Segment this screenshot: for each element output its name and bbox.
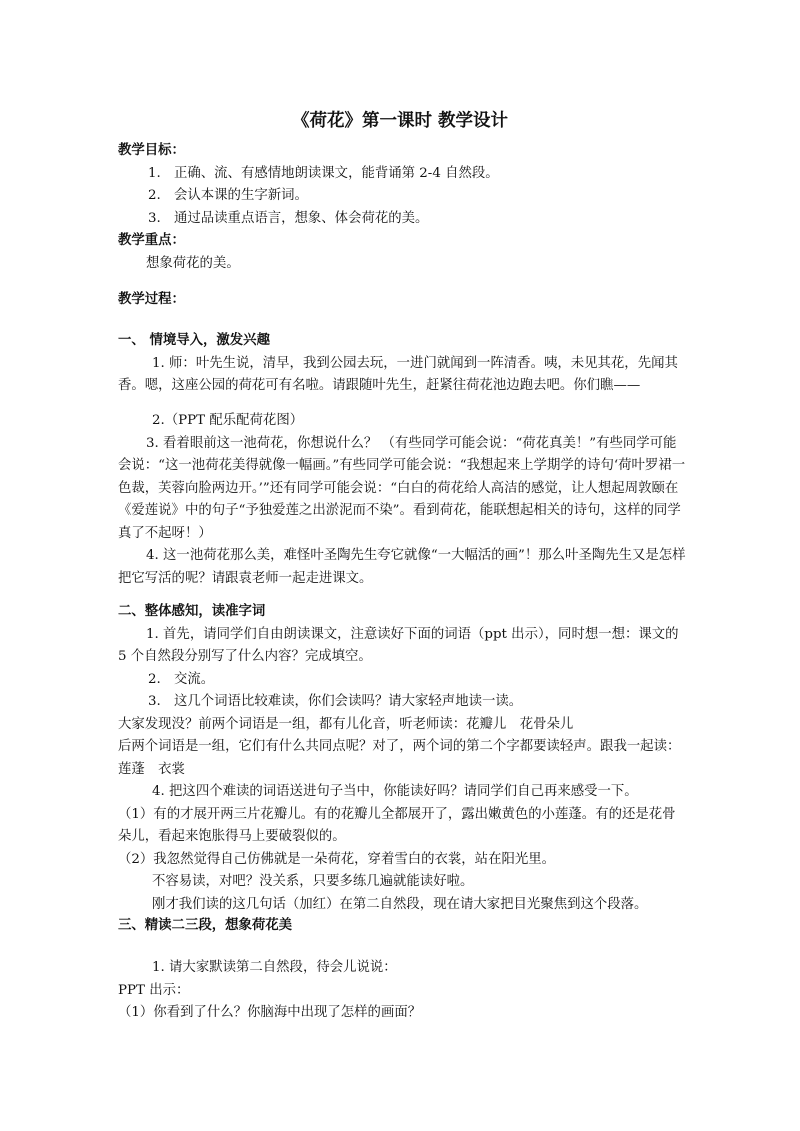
objectives-heading: 教学目标： <box>118 143 185 158</box>
section-two-paragraph-1: 1. 首先，请同学们自由朗读课文，注意读好下面的词语（ppt 出示），同时想一想：课文的 5 个自然段分别写了什么内容？完成填空。 <box>118 626 679 664</box>
section-three-heading: 三、精读二三段，想象荷花美 <box>118 918 293 933</box>
section-three-body <box>118 957 688 1025</box>
section-three-paragraph-1: 1. 请大家默读第二自然段，待会儿说说： <box>152 960 397 975</box>
page-title: 《荷花》第一课时 教学设计 <box>291 111 509 131</box>
section-two-paragraph-7: （1）有的才展开两三片花瓣儿。有的花瓣儿全都展开了，露出嫩黄色的小莲蓬。有的还是花骨朵儿，看起来饱胀得马上要破裂似的。 <box>118 806 676 844</box>
section-three-paragraph-3: （1）你看到了什么？你脑海中出现了怎样的画面？ <box>118 1005 422 1020</box>
section-two <box>118 601 688 916</box>
section-three <box>118 915 688 938</box>
section-two-paragraph-8: （2）我忽然觉得自己仿佛就是一朵荷花，穿着雪白的衣裳，站在阳光里。 <box>118 851 556 867</box>
section-one-paragraph-3: 3. 看着眼前这一池荷花，你想说什么？ （有些同学可能会说：“荷花真美！”有些同学可能会说：“这一池荷花美得就像一幅画。”有些同学可能会说：“我想起来上学期学的诗句‘荷叶罗裙一色裁，芙蓉向脸两边开。’”还有同学可能会说：“白白的荷花给人高洁的感觉，让人想起周敦颐在《爱莲说》中的句子“予独爱莲之出淤泥而不染”。看到荷花，能联想起相关的诗句，这样的同学真了不起呀！） <box>118 435 686 541</box>
section-two-paragraph-2: 2. 交流。 <box>148 671 215 687</box>
section-one-paragraph-1: 1. 师：叶先生说，清早，我到公园去玩，一进门就闻到一阵清香。咦，未见其花，先闻其香。嗯，这座公园的荷花可有名啦。请跟随叶先生，赶紧往荷花池边跑去吧。你们瞧—— <box>118 355 678 393</box>
objective-item: 1. 正确、流、有感情地朗读课文，能背诵第 2-4 自然段。 <box>148 165 499 181</box>
section-two-paragraph-5: 后两个词语是一组，它们有什么共同点呢？对了，两个词的第二个字都要读轻声。跟我一起读：莲蓬 衣裳 <box>118 739 681 777</box>
objective-item: 3. 通过品读重点语言，想象、体会荷花的美。 <box>148 210 429 226</box>
objective-item: 2. 会认本课的生字新词。 <box>148 188 308 203</box>
section-one-heading: 一、 情境导入，激发兴趣 <box>118 333 270 348</box>
section-one <box>118 330 688 398</box>
section-three-paragraph-2: PPT 出示： <box>118 982 190 998</box>
section-two-paragraph-10: 刚才我们读的这几句话（加红）在第二自然段，现在请大家把目光聚焦到这个段落。 <box>152 896 648 912</box>
section-two-paragraph-9: 不容易读，对吧？没关系，只要多练几遍就能读好啦。 <box>152 874 474 889</box>
key-point-heading: 教学重点： <box>118 233 185 248</box>
objectives-section <box>118 140 688 275</box>
section-two-paragraph-6: 4. 把这四个难读的词语送进句子当中，你能读好吗？请同学们自己再来感受一下。 <box>152 784 638 799</box>
key-point-text: 想象荷花的美。 <box>146 255 240 271</box>
section-one-cont <box>118 410 688 590</box>
process-heading: 教学过程： <box>118 292 185 307</box>
section-one-paragraph-4: 4. 这一池荷花那么美，难怪叶圣陶先生夸它就像“一大幅活的画”！那么叶圣陶先生又是怎样把它写活的呢？请跟袁老师一起走进课文。 <box>118 548 686 586</box>
section-one-paragraph-2: 2.（PPT 配乐配荷花图） <box>152 413 304 428</box>
section-two-heading: 二、整体感知，读准字词 <box>118 604 266 619</box>
section-two-paragraph-4: 大家发现没？前两个词语是一组，都有儿化音，听老师读：花瓣儿 花骨朵儿 <box>118 716 574 732</box>
section-two-paragraph-3: 3. 这几个词语比较难读，你们会读吗？请大家轻声地读一读。 <box>148 694 523 709</box>
